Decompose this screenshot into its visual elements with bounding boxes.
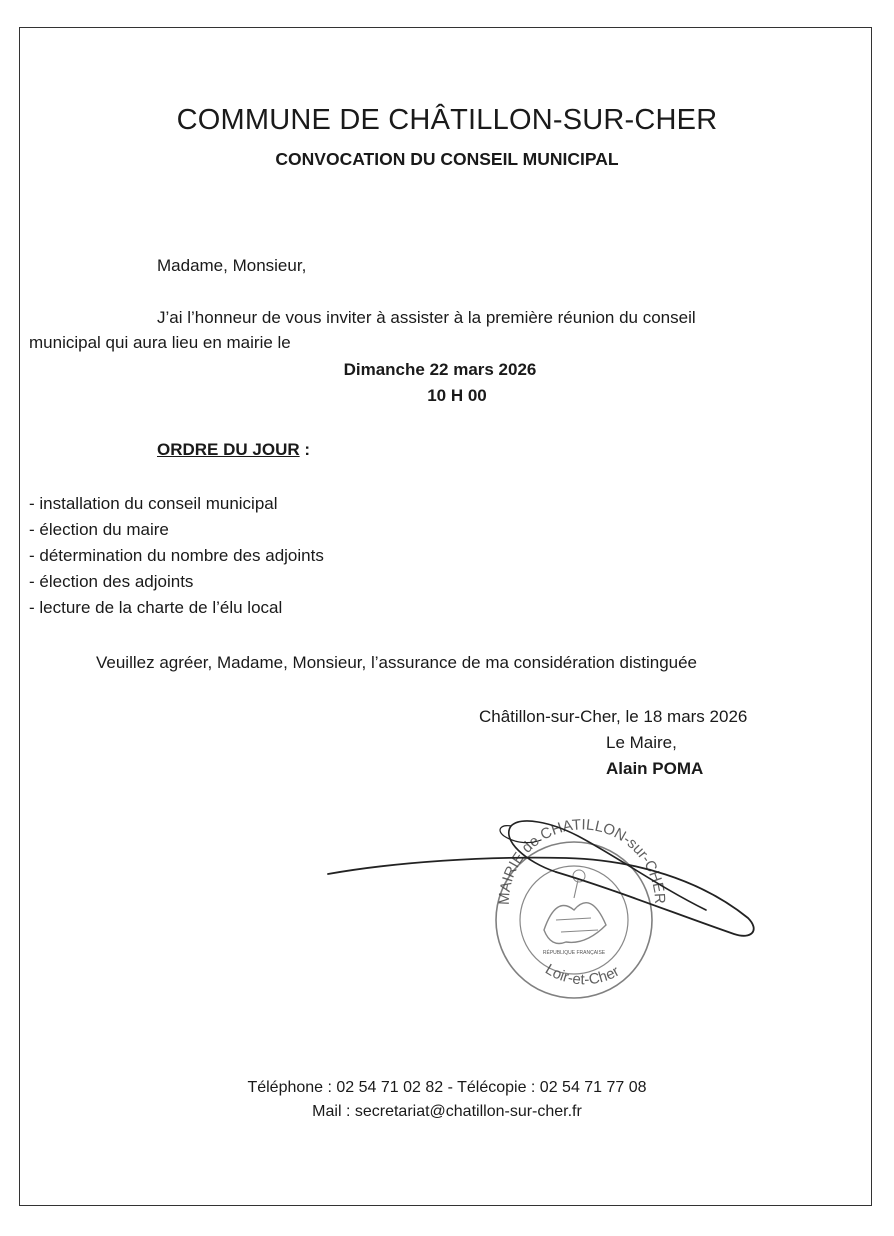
meeting-date: Dimanche 22 mars 2026 <box>343 360 537 379</box>
agenda-heading <box>157 440 310 460</box>
agenda-list <box>29 491 324 621</box>
intro-line-1: J’ai l’honneur de vous inviter à assister à la première réunion du conseil <box>157 308 696 327</box>
place-date: Châtillon-sur-Cher, le 18 mars 2026 <box>479 707 748 726</box>
agenda-item: - élection des adjoints <box>29 572 194 591</box>
agenda-item: - élection du maire <box>29 520 169 539</box>
signatory-role: Le Maire, <box>606 733 677 752</box>
seal-text-top: MAIRIE de CHATILLON-sur-CHER <box>495 816 669 906</box>
agenda-heading-label: ORDRE DU JOUR <box>157 440 300 459</box>
stamp-and-signature <box>316 810 766 1010</box>
commune-title: COMMUNE DE CHÂTILLON-SUR-CHER <box>176 104 718 136</box>
seal-emblem <box>544 870 606 944</box>
intro-line-2: municipal qui aura lieu en mairie le <box>29 333 291 352</box>
closing-formula: Veuillez agréer, Madame, Monsieur, l’assurance de ma considération distinguée <box>96 653 698 672</box>
document-subtitle: CONVOCATION DU CONSEIL MUNICIPAL <box>275 149 619 169</box>
agenda-item: - lecture de la charte de l’élu local <box>29 598 283 617</box>
footer-contact: Téléphone : 02 54 71 02 82 - Télécopie : 02 54 71 77 08 <box>247 1079 647 1096</box>
signatory-name: Alain POMA <box>606 759 704 778</box>
agenda-item: - détermination du nombre des adjoints <box>29 546 324 565</box>
salutation: Madame, Monsieur, <box>157 256 307 275</box>
agenda-item: - installation du conseil municipal <box>29 494 278 513</box>
footer-mail: Mail : secretariat@chatillon-sur-cher.fr <box>312 1103 582 1120</box>
seal-inner-text: RÉPUBLIQUE FRANÇAISE <box>542 950 606 956</box>
meeting-time: 10 H 00 <box>427 386 487 405</box>
seal-text-bottom: Loir-et-Cher <box>542 960 623 989</box>
agenda-heading-colon: : <box>299 440 311 459</box>
